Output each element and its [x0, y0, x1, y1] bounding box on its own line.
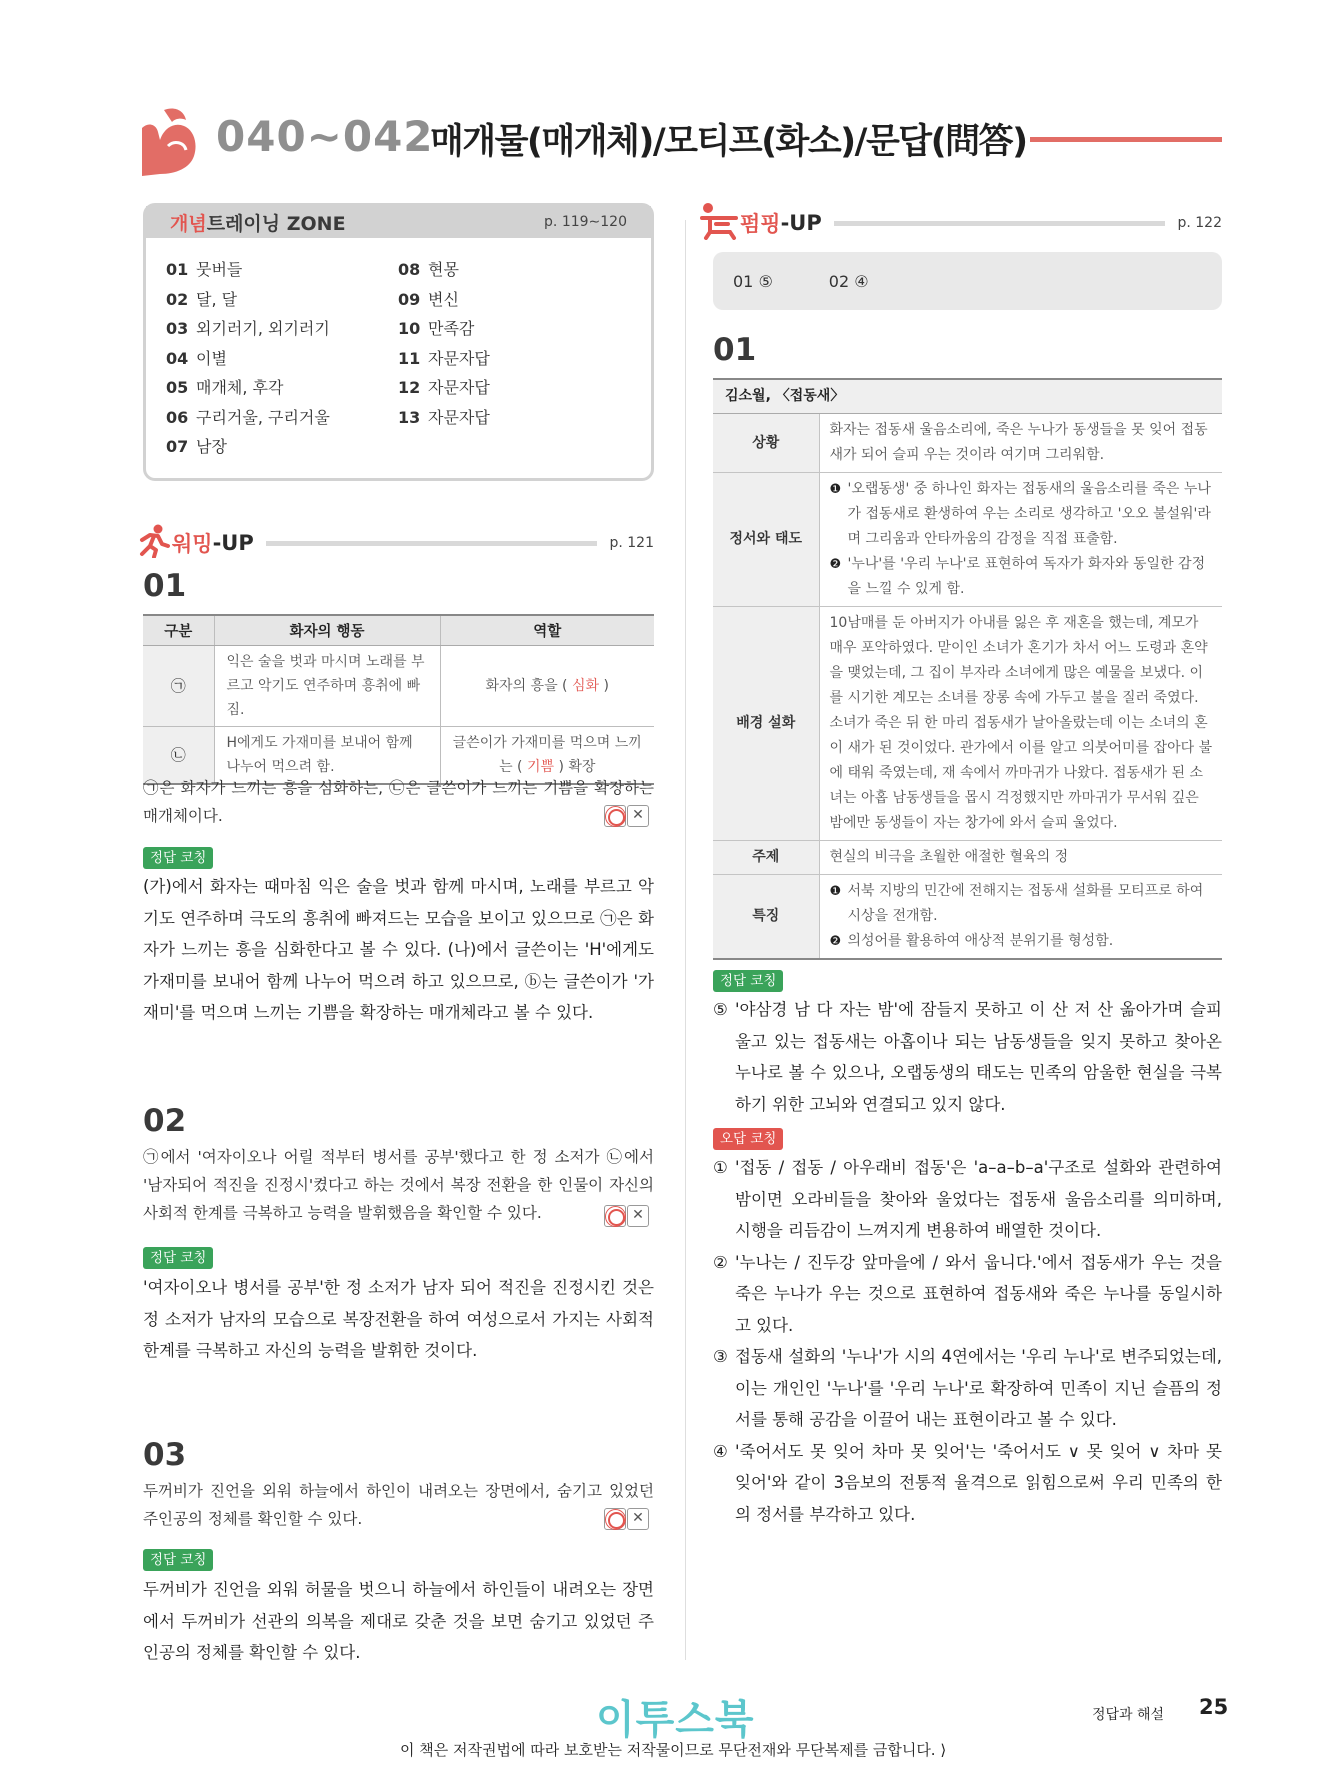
warming-up-title-dark: -UP: [212, 531, 254, 555]
concept-training-box: [143, 203, 654, 481]
concept-item: 01 뭇버들: [166, 260, 243, 279]
table-caption: 김소월, 〈접동새〉: [713, 379, 1222, 414]
circle-o-icon: [604, 805, 626, 827]
explanation-item: ① '접동 / 접동 / 아우래비 접동'은 'a–a–b–a'구조로 설화와 관련하여 밤이면 오라비들을 찾아와 울었다는 접동새 울음소리를 의미하며, 시행을 리듬감이 느껴지게 변용하여 배열한 것이다.: [713, 1158, 1222, 1240]
pumping-up-title-red: 펌핑: [740, 212, 781, 236]
bench-press-icon: [700, 202, 740, 244]
row-label: 정서와 태도: [713, 473, 819, 607]
table-row: [713, 607, 1222, 841]
row-label: 주제: [713, 841, 819, 875]
concept-header: [146, 206, 651, 238]
warming-up-header: [136, 524, 654, 562]
circle-o-icon: [604, 1508, 626, 1530]
warming-up-page-ref: p. 121: [609, 535, 654, 551]
muscle-arm-icon: [138, 104, 202, 178]
running-person-icon: [136, 524, 172, 562]
concept-title-red: 개념: [170, 212, 207, 235]
explanation-text: 두꺼비가 진언을 외워 허물을 벗으니 하늘에서 하인들이 내려오는 장면에서 두꺼비가 선관의 의복을 제대로 갖춘 것을 보면 숨기고 있었던 주인공의 정체를 확인할 수 있다.: [143, 1580, 654, 1662]
wrong-explanation-list: [713, 1152, 1222, 1530]
answer-key-item: 01 ⑤: [733, 271, 773, 291]
concept-title: [170, 209, 346, 236]
table-cell-symbol: ㉡: [143, 726, 214, 784]
table-header: 화자의 행동: [214, 615, 440, 645]
statement-text: 두꺼비가 진언을 외워 하늘에서 하인이 내려오는 장면에서, 숨기고 있었던 주인공의 정체를 확인할 수 있다.: [143, 1482, 654, 1528]
table-cell-action: 익은 술을 벗과 마시며 노래를 부르고 악기도 연주하며 흥취에 빠짐.: [214, 645, 440, 726]
copyright-notice: 이 책은 저작권법에 따라 보호받는 저작물이므로 무단전재와 무단복제를 금합니다. ⟩: [400, 1741, 947, 1759]
concept-list-right: [398, 257, 490, 434]
row-label: 상황: [713, 414, 819, 473]
correct-coaching-tag: 정답 코칭: [143, 1247, 213, 1269]
question-number: 01: [713, 332, 757, 368]
page-title: 매개물(매개체)/모티프(화소)/문답(問答): [430, 122, 1027, 162]
bullet-item: ❶ '오랩동생' 중 하나인 화자는 접동새의 울음소리를 죽은 누나가 접동새로 환생하여 우는 소리로 생각하고 '오오 불설워'라며 그리움과 안타까움의 감정을 직접 표출함.: [829, 481, 1211, 547]
ox-mark: [604, 1205, 649, 1227]
concept-item: 07 남장: [166, 437, 227, 456]
x-mark-icon: ✕: [627, 1205, 649, 1227]
statement-text: ㉠에서 '여자이오나 어릴 적부터 병서를 공부'했다고 한 정 소저가 ㉡에서 '남자되어 적진을 진정시'켰다고 하는 것에서 복장 전환을 한 인물이 자신의 사회적 한계를 극복하고 능력을 발휘했음을 확인할 수 있다.: [143, 1148, 654, 1222]
row-label: 특징: [713, 875, 819, 960]
table-row: [713, 473, 1222, 607]
concept-item: 08 현몽: [398, 260, 459, 279]
x-mark-icon: ✕: [627, 805, 649, 827]
concept-list-left: [166, 257, 330, 464]
wrong-coaching-tag: 오답 코칭: [713, 1128, 783, 1150]
x-mark-icon: ✕: [627, 1508, 649, 1530]
explanation-item: ⑤ '야삼경 남 다 자는 밤'에 잠들지 못하고 이 산 저 산 옮아가며 슬피 울고 있는 접동새는 아홉이나 되는 남동생들을 잊지 못하고 찾아온 누나로 볼 수 있으나, 오랩동생의 태도는 민족의 암울한 현실을 극복하기 위한 고뇌와 연결되고 있지 않다.: [713, 1000, 1222, 1114]
table-cell-role: 화자의 흥을 ( 심화 ): [440, 645, 654, 726]
concept-item: 06 구리거울, 구리거울: [166, 407, 330, 427]
row-content: [819, 875, 1222, 960]
concept-item: 03 외기러기, 외기러기: [166, 319, 330, 338]
concept-item: 05 매개체, 후각: [166, 378, 284, 397]
table-header: 역할: [440, 615, 654, 645]
table-cell-action: H에게도 가재미를 보내어 함께 나누어 먹으려 함.: [214, 726, 440, 784]
concept-title-dark: 트레이닝 ZONE: [206, 212, 346, 235]
row-content: 화자는 접동새 울음소리에, 죽은 누나가 동생들을 못 잊어 접동새가 되어 슬피 우는 것이라 여기며 그리워함.: [819, 414, 1222, 473]
bullet-item: ❷ 의성어를 활용하여 애상적 분위기를 형성함.: [829, 933, 1114, 949]
correct-coaching-tag: 정답 코칭: [143, 847, 213, 869]
concept-item: 13 자문자답: [398, 407, 490, 427]
answer-text: 심화: [571, 677, 600, 694]
bullet-item: ❶ 서북 지방의 민간에 전해지는 접동새 설화를 모티프로 하여 시상을 전개함.: [829, 883, 1204, 924]
correct-coaching-tag: 정답 코칭: [713, 970, 783, 992]
row-content: 현실의 비극을 초월한 애절한 혈육의 정: [819, 841, 1222, 875]
statement-text: ㉠은 화자가 느끼는 흥을 심화하는, ㉡은 글쓴이가 느끼는 기쁨을 확장하는 매개체이다.: [143, 779, 654, 825]
row-content: 10남매를 둔 아버지가 아내를 잃은 후 재혼을 했는데, 계모가 매우 포악하였다. 맏이인 소녀가 혼기가 차서 어느 도령과 혼약을 맺었는데, 그 집이 부자라 소녀에게 많은 예물을 보냈다. 이를 시기한 계모는 소녀를 장롱 속에 가두고 불을 질러 죽였다. 소녀가 죽은 뒤 한 마리 접동새가 날아올랐는데 이는 소녀의 혼이 새가 된 것이었다. 관가에서 이를 알고 의붓어미를 잡아다 불에 태워 죽였는데, 재 속에서 까마귀가 나왔다. 접동새가 된 소녀는 아홉 남동생들을 몹시 걱정했지만 까마귀가 무서워 깊은 밤에만 동생들이 자는 창가에 와서 슬피 울었다.: [819, 607, 1222, 841]
pumping-up-title-dark: -UP: [780, 211, 822, 235]
pumping-up-rule: [834, 221, 1166, 226]
answer-key-item: 02 ④: [828, 271, 869, 291]
concept-item: 11 자문자답: [398, 348, 490, 368]
publisher-logo: 이투스북: [596, 1697, 755, 1743]
answer-key-box: [713, 252, 1222, 310]
footer-section-label: 정답과 해설: [1092, 1707, 1165, 1723]
warming-up-title-red: 워밍: [172, 532, 213, 556]
speaker-action-table: [143, 614, 654, 785]
table-row: [143, 645, 654, 726]
explanation-item: ④ '죽어서도 못 잊어 차마 못 잊어'는 '죽어서도 ∨ 못 잊어 ∨ 차마 못 잊어'와 같이 3음보의 전통적 율격으로 읽힘으로써 우리 민족의 한의 정서를 부각하고 있다.: [713, 1441, 1222, 1524]
bullet-item: ❷ '누나'를 '우리 누나'로 표현하여 독자가 화자와 동일한 감정을 느낄 수 있게 함.: [829, 556, 1206, 597]
concept-item: 02 달, 달: [166, 289, 238, 309]
concept-item: 04 이별: [166, 348, 227, 368]
concept-item: 12 자문자답: [398, 378, 490, 397]
table-caption-row: [713, 379, 1222, 414]
concept-page-ref: p. 119∼120: [544, 214, 627, 230]
table-header-row: [143, 615, 654, 645]
ox-mark: [604, 1508, 649, 1530]
page-range: 040∼042: [216, 112, 434, 161]
table-header: 구분: [143, 615, 214, 645]
poem-analysis-table: [713, 378, 1222, 960]
table-cell-role: 글쓴이가 가재미를 먹으며 느끼는 ( 기쁨 ) 확장: [440, 726, 654, 784]
row-content: [819, 473, 1222, 607]
row-label: 배경 설화: [713, 607, 819, 841]
pumping-up-header: [700, 202, 1222, 244]
concept-item: 10 만족감: [398, 319, 475, 338]
concept-item: 09 변신: [398, 289, 459, 309]
answer-text: 기쁨: [526, 758, 555, 775]
column-divider: [685, 220, 686, 1660]
explanation-text: (가)에서 화자는 때마침 익은 술을 벗과 함께 마시며, 노래를 부르고 악기도 연주하며 극도의 흥취에 빠져드는 모습을 보이고 있으므로 ㉠은 화자가 느끼는 흥을 심화한다고 볼 수 있다. (나)에서 글쓴이는 'H'에게도 가재미를 보내어 함께 나누어 먹으려 하고 있으므로, ⓑ는 글쓴이가 '가재미'를 먹으며 느끼는 기쁨을 확장하는 매개체라고 볼 수 있다.: [143, 877, 654, 1022]
header-rule: [1030, 137, 1222, 142]
correct-explanation: [713, 994, 1222, 1120]
explanation-text: '여자이오나 병서를 공부'한 정 소저가 남자 되어 적진을 진정시킨 것은 정 소저가 남자의 모습으로 복장전환을 하여 여성으로서 가지는 사회적 한계를 극복하고 자신의 능력을 발휘한 것이다.: [143, 1278, 654, 1360]
table-row: [713, 875, 1222, 960]
warming-up-rule: [266, 541, 598, 546]
correct-coaching-tag: 정답 코칭: [143, 1549, 213, 1571]
question-number: 02: [143, 1103, 187, 1139]
question-number: 01: [143, 568, 187, 604]
question-number: 03: [143, 1437, 187, 1473]
table-cell-symbol: ㉠: [143, 645, 214, 726]
table-row: [713, 414, 1222, 473]
explanation-item: ② '누나는 / 진두강 앞마을에 / 와서 웁니다.'에서 접동새가 우는 것을 죽은 누나가 우는 것으로 표현하여 접동새와 죽은 누나를 동일시하고 있다.: [713, 1252, 1222, 1335]
ox-mark: [604, 805, 649, 827]
table-row: [713, 841, 1222, 875]
circle-o-icon: [604, 1205, 626, 1227]
explanation-item: ③ 접동새 설화의 '누나'가 시의 4연에서는 '우리 누나'로 변주되었는데, 이는 개인인 '누나'를 '우리 누나'로 확장하여 민족이 지닌 슬픔의 정서를 통해 공감을 이끌어 내는 표현이라고 볼 수 있다.: [713, 1347, 1222, 1429]
page-number: 25: [1199, 1695, 1229, 1719]
pumping-up-page-ref: p. 122: [1177, 215, 1222, 231]
